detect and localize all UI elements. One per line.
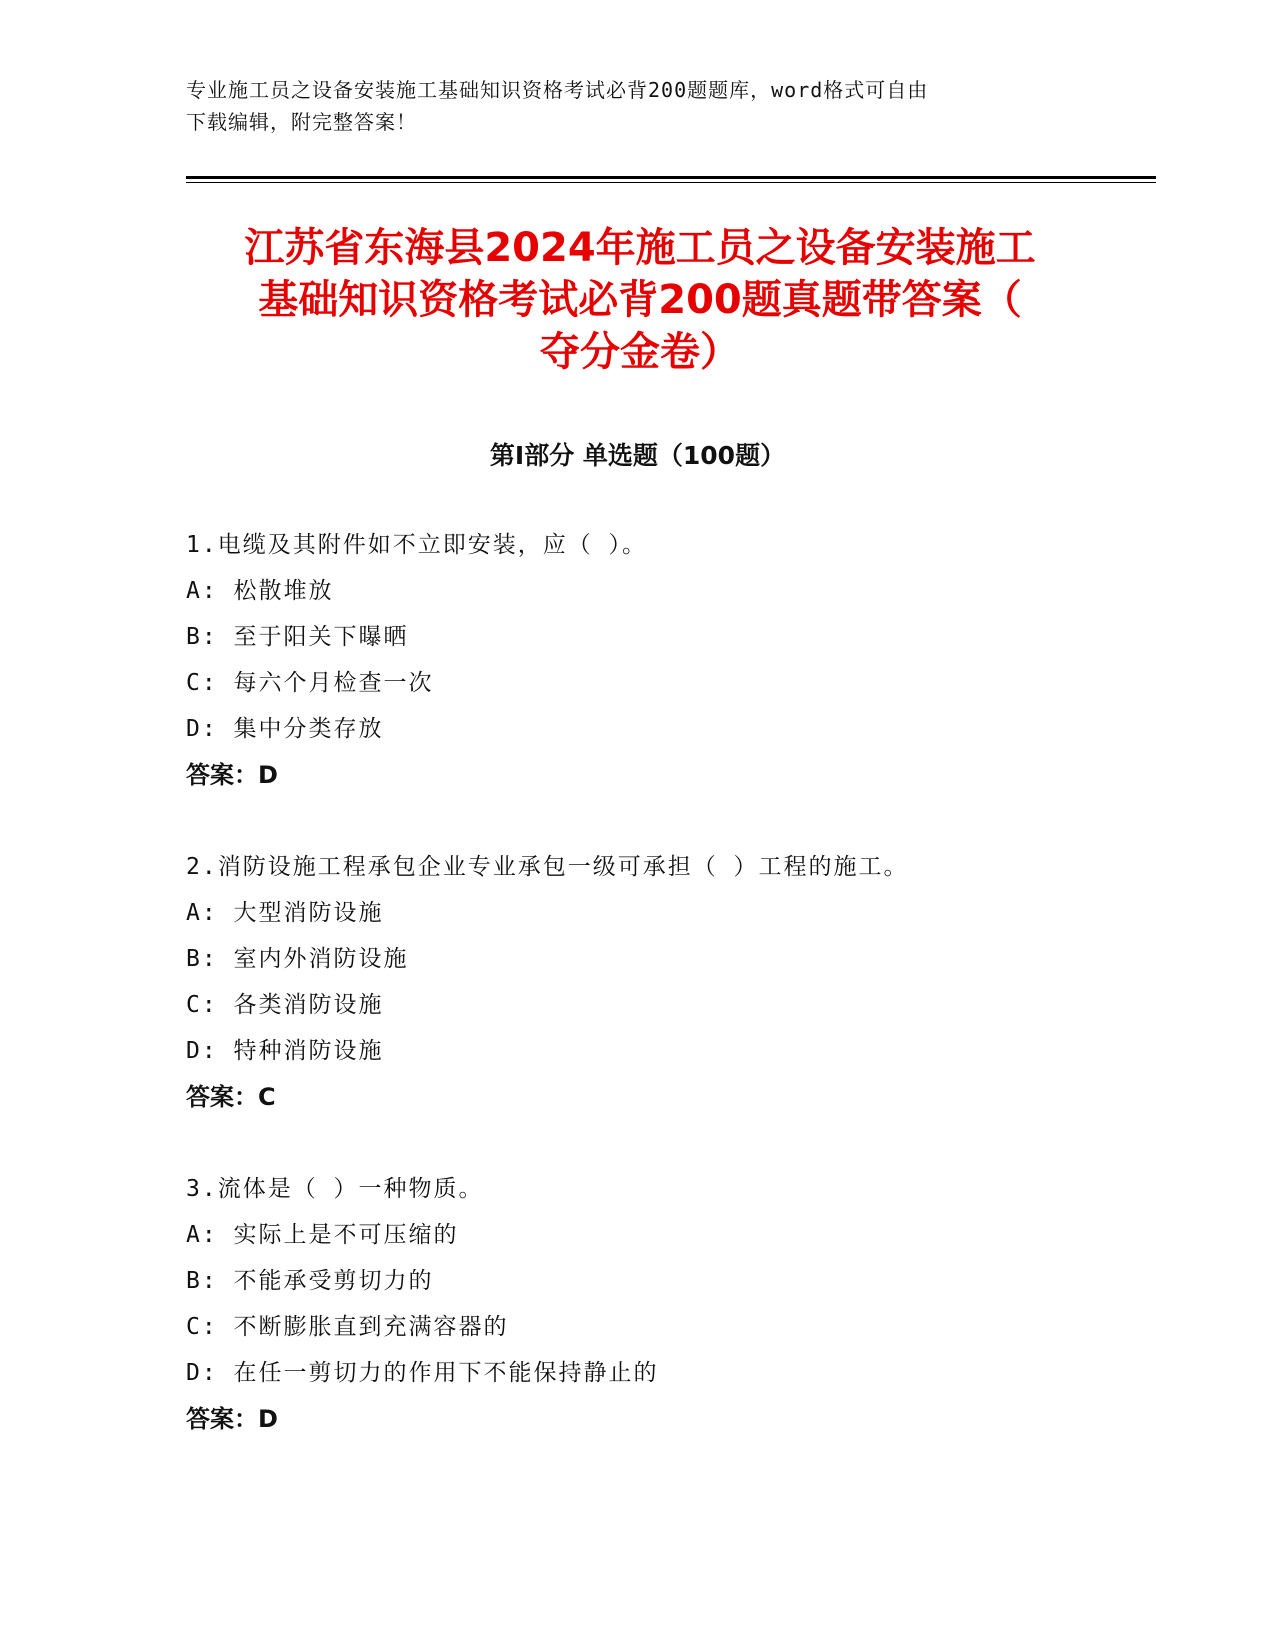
question-1 <box>186 528 1146 804</box>
option-b: B: 不能承受剪切力的 <box>186 1268 434 1294</box>
document-title-line-2: 基础知识资格考试必背200题真题带答案（ <box>258 277 1022 323</box>
question-stem: 2.消防设施工程承包企业专业承包一级可承担（ ）工程的施工。 <box>186 854 909 880</box>
header-divider-thin <box>186 182 1156 183</box>
question-2 <box>186 850 1146 1126</box>
header-note-line-2: 下载编辑，附完整答案！ <box>186 110 417 134</box>
question-list <box>186 528 1146 1494</box>
document-title-line-1: 江苏省东海县2024年施工员之设备安装施工 <box>244 225 1036 271</box>
option-a: A: 松散堆放 <box>186 578 334 604</box>
document-title <box>160 222 1120 378</box>
option-b: B: 至于阳关下曝晒 <box>186 624 409 650</box>
answer: 答案：C <box>186 1083 276 1111</box>
answer: 答案：D <box>186 1405 278 1433</box>
option-c: C: 每六个月检查一次 <box>186 670 434 696</box>
answer: 答案：D <box>186 761 278 789</box>
header-note-line-1: 专业施工员之设备安装施工基础知识资格考试必背200题题库，word格式可自由 <box>186 78 929 102</box>
header-note <box>186 74 1086 138</box>
section-title: 第Ⅰ部分 单选题（100题） <box>489 441 786 470</box>
question-3 <box>186 1172 1146 1448</box>
option-d: D: 集中分类存放 <box>186 716 384 742</box>
header-divider-thick <box>186 176 1156 179</box>
option-d: D: 在任一剪切力的作用下不能保持静止的 <box>186 1360 659 1386</box>
option-a: A: 实际上是不可压缩的 <box>186 1222 459 1248</box>
option-b: B: 室内外消防设施 <box>186 946 409 972</box>
option-c: C: 各类消防设施 <box>186 992 384 1018</box>
question-stem: 1.电缆及其附件如不立即安装，应（ ）。 <box>186 532 648 558</box>
option-d: D: 特种消防设施 <box>186 1038 384 1064</box>
option-c: C: 不断膨胀直到充满容器的 <box>186 1314 509 1340</box>
document-title-line-3: 夺分金卷） <box>540 329 740 375</box>
question-stem: 3.流体是（ ）一种物质。 <box>186 1176 484 1202</box>
option-a: A: 大型消防设施 <box>186 900 384 926</box>
